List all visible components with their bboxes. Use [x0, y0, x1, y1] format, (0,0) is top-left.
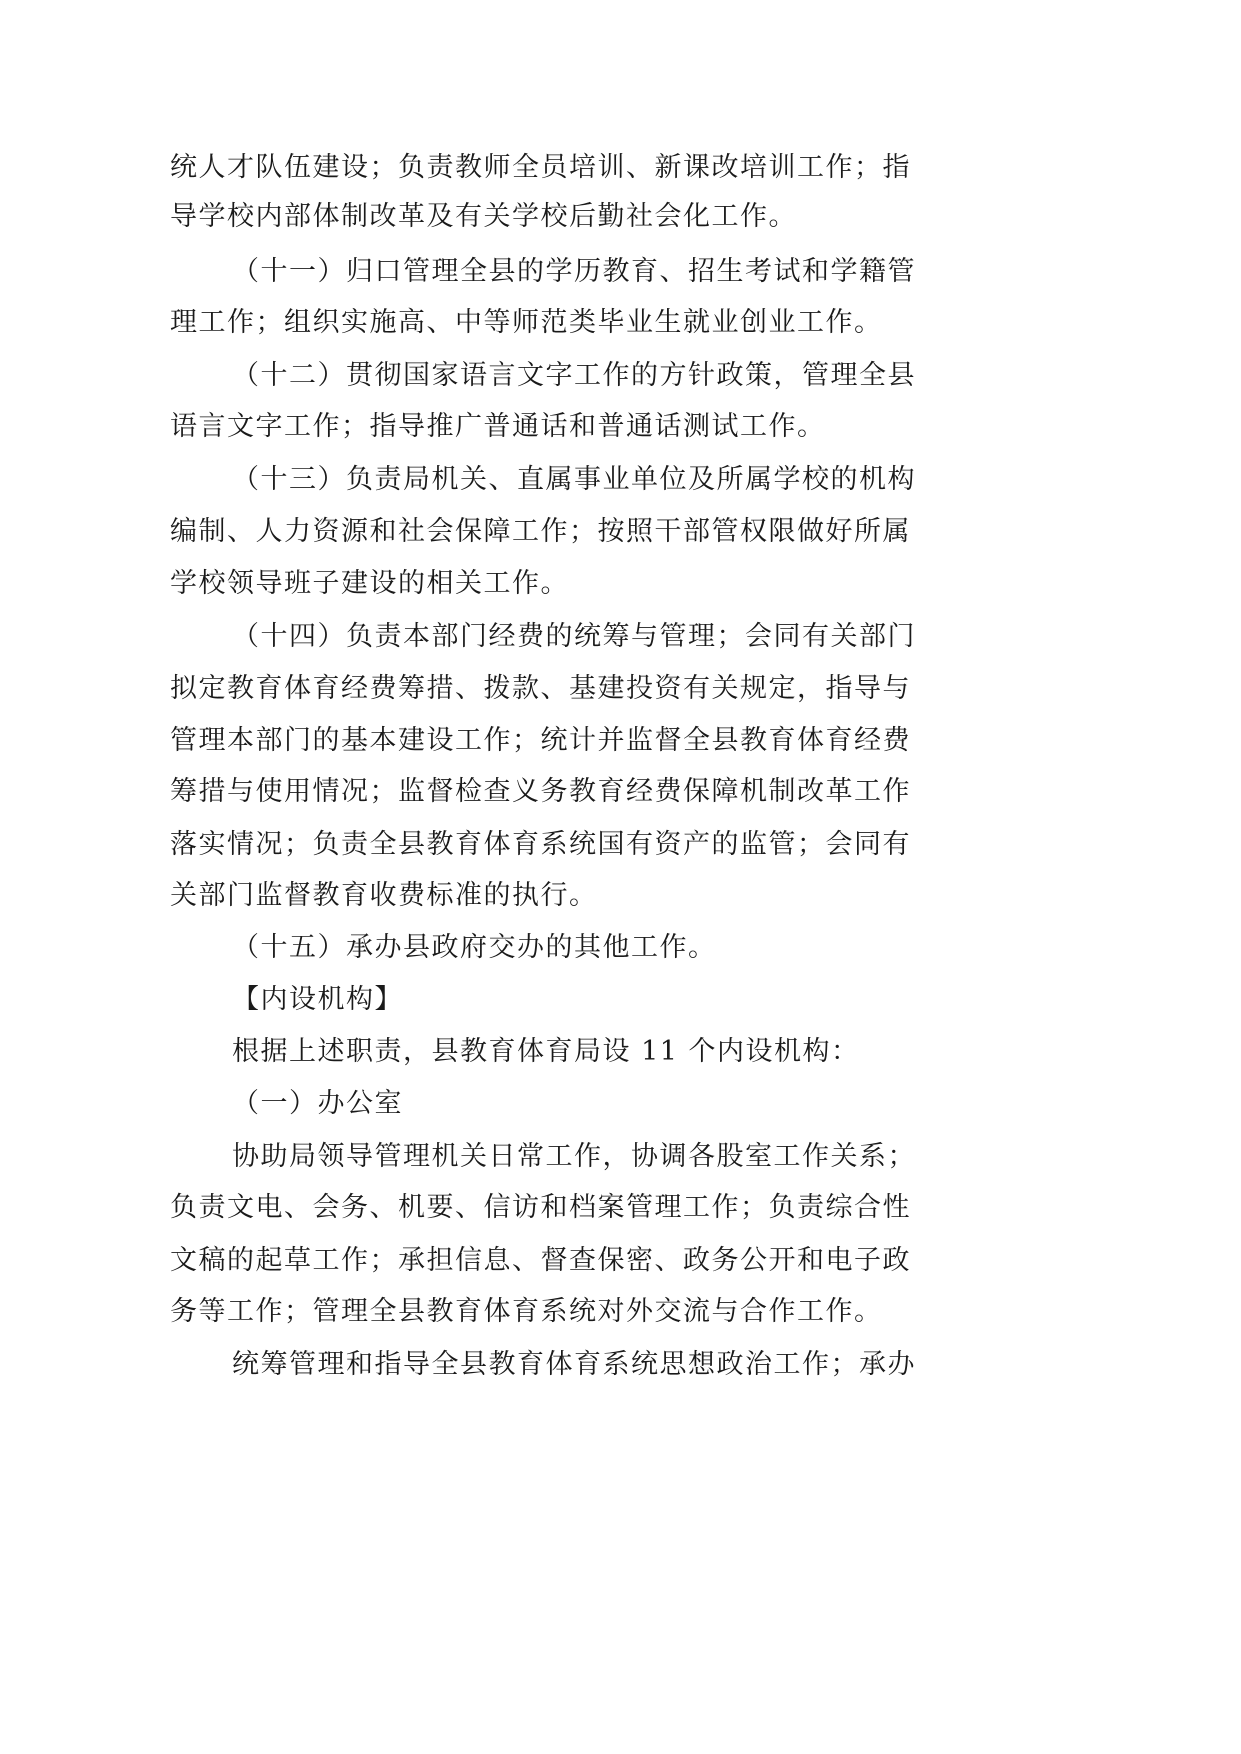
body-text-line: 筹措与使用情况；监督检查义务教育经费保障机制改革工作 — [170, 776, 911, 807]
body-text-line: 统人才队伍建设；负责教师全员培训、新课改培训工作；指 — [170, 152, 911, 183]
section-heading: 【内设机构】 — [232, 984, 403, 1015]
body-text-line: 落实情况；负责全县教育体育系统国有资产的监管；会同有 — [170, 829, 911, 860]
paragraph-first-line: （十四）负责本部门经费的统筹与管理；会同有关部门 — [232, 621, 916, 652]
paragraph-first-line: （十三）负责局机关、直属事业单位及所属学校的机构 — [232, 464, 916, 495]
paragraph-first-line: （十二）贯彻国家语言文字工作的方针政策，管理全县 — [232, 360, 916, 391]
body-text-line: 编制、人力资源和社会保障工作；按照干部管权限做好所属 — [170, 516, 911, 547]
body-text-line: 关部门监督教育收费标准的执行。 — [170, 880, 598, 911]
subsection-heading: （一）办公室 — [232, 1088, 403, 1119]
body-text-line: 理工作；组织实施高、中等师范类毕业生就业创业工作。 — [170, 307, 883, 338]
body-text-line: 务等工作；管理全县教育体育系统对外交流与合作工作。 — [170, 1296, 883, 1327]
body-text-line: 语言文字工作；指导推广普通话和普通话测试工作。 — [170, 411, 826, 442]
paragraph-first-line: （十五）承办县政府交办的其他工作。 — [232, 932, 717, 963]
body-text-line: 管理本部门的基本建设工作；统计并监督全县教育体育经费 — [170, 725, 911, 756]
body-text-line: 学校领导班子建设的相关工作。 — [170, 568, 569, 599]
body-text-line: 拟定教育体育经费筹措、拨款、基建投资有关规定，指导与 — [170, 673, 911, 704]
body-text-line: 负责文电、会务、机要、信访和档案管理工作；负责综合性 — [170, 1192, 911, 1223]
paragraph-first-line: 根据上述职责，县教育体育局设 11 个内设机构： — [232, 1036, 860, 1067]
body-text-line: 文稿的起草工作；承担信息、督查保密、政务公开和电子政 — [170, 1245, 911, 1276]
body-text-line: 导学校内部体制改革及有关学校后勤社会化工作。 — [170, 201, 797, 232]
paragraph-first-line: 统筹管理和指导全县教育体育系统思想政治工作；承办 — [232, 1349, 916, 1380]
paragraph-first-line: 协助局领导管理机关日常工作，协调各股室工作关系； — [232, 1141, 916, 1172]
paragraph-first-line: （十一）归口管理全县的学历教育、招生考试和学籍管 — [232, 256, 916, 287]
